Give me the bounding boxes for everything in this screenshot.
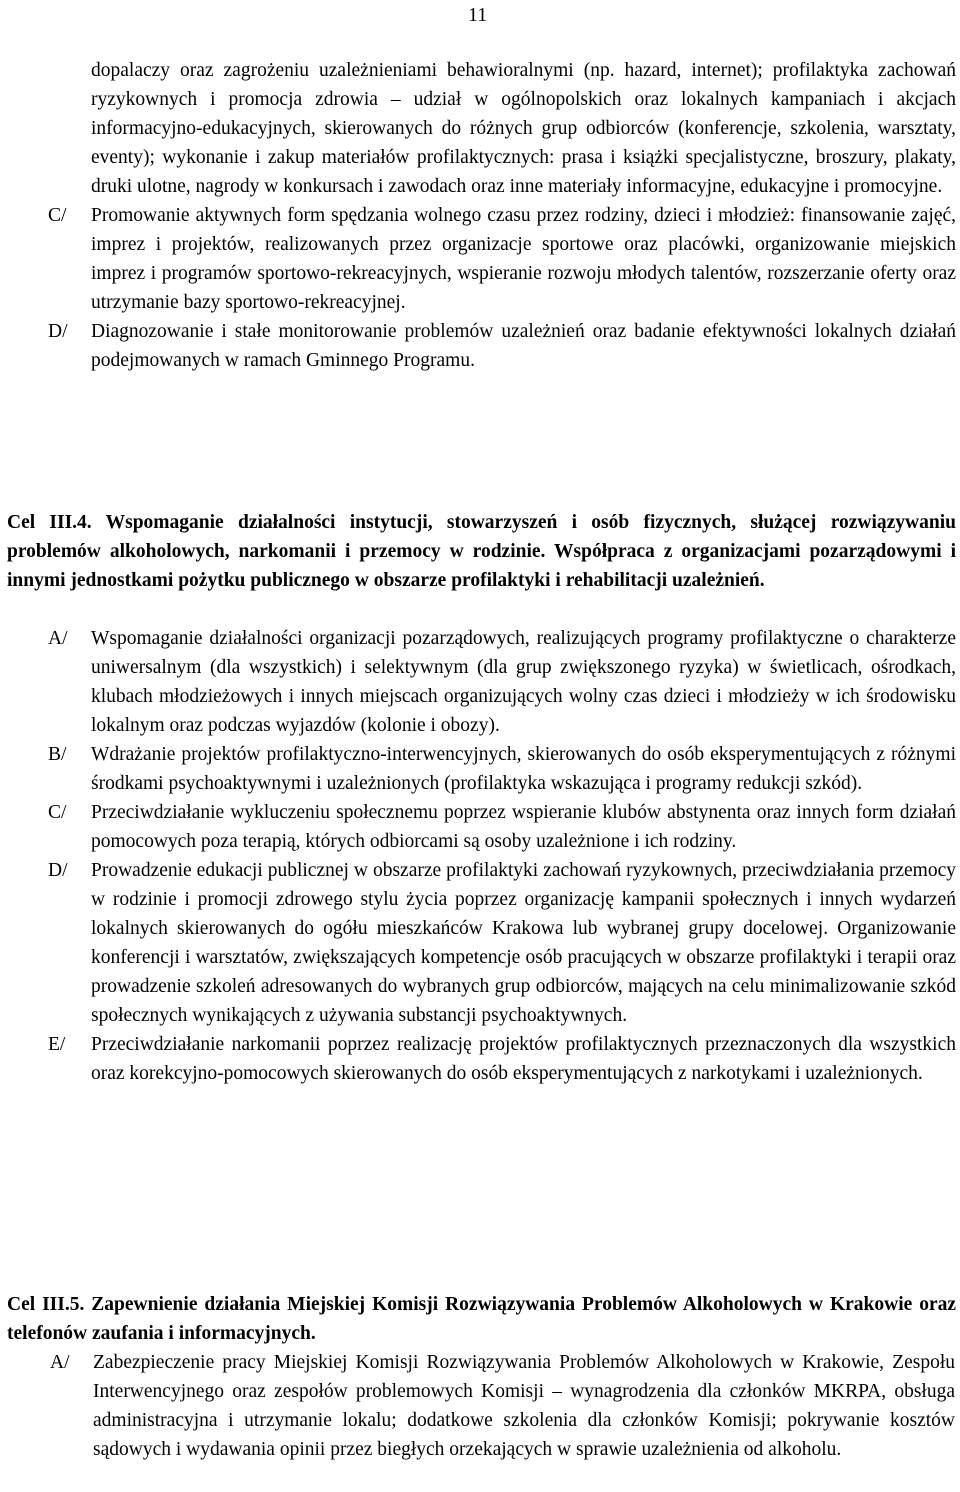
goal-3-4-items [0,624,960,1088]
item-label: E/ [48,1034,66,1055]
item-text: Diagnozowanie i stałe monitorowanie problemów uzależnień oraz badanie efektywności lokalnych działań podejmowanych w ramach Gminnego Programu. [91,321,956,371]
list-item [0,201,960,317]
item-label: B/ [48,744,67,765]
item-text: Przeciwdziałanie wykluczeniu społecznemu poprzez wspieranie klubów abstynenta oraz innych form działań pomocowych poza terapią, których odbiorcami są osoby uzależnione i ich rodziny. [91,802,956,852]
goal-3-5-heading [7,1290,956,1348]
intro-paragraph: dopalaczy oraz zagrożeniu uzależnieniami behawioralnymi (np. hazard, internet); profilaktyka zachowań ryzykownych i promocja zdrowia – udział w ogólnopolskich oraz lokalnych kampaniach i akcjach informacyjno-edukacyjnych, skierowanych do różnych grup odbiorców (konferencje, szkolenia, warsztaty, eventy); wykonanie i zakup materiałów profilaktycznych: prasa i książki specjalistyczne, broszury, plakaty, druki ulotne, nagrody w konkursach i zawodach oraz inne materiały informacyjne, edukacyjne i promocyjne. [91,60,956,197]
goal-3-5-title: Zapewnienie działania Miejskiej Komisji Rozwiązywania Problemów Alkoholowych w Krakowie oraz telefonów zaufania i informacyjnych. [7,1294,957,1344]
list-item [0,624,960,740]
list-item [0,1030,960,1088]
list-item [0,740,960,798]
goal-3-5-prefix: Cel III.5. [7,1294,85,1315]
item-label: A/ [50,1352,70,1373]
list-item [0,317,960,375]
item-text: Zabezpieczenie pracy Miejskiej Komisji Rozwiązywania Problemów Alkoholowych w Krakowie, Zespołu Interwencyjnego oraz zespołów problemowych Komisji – wynagrodzenia dla członków MKRPA, obsługa administracyjna i utrzymanie lokalu; dodatkowe szkolenia dla członków Komisji; pokrywanie kosztów sądowych i wydawania opinii przez biegłych orzekających w sprawie uzależnienia od alkoholu. [93,1352,955,1460]
goal-3-4-prefix: Cel III.4. [7,512,92,533]
page-number: 11 [468,4,488,26]
item-text: Przeciwdziałanie narkomanii poprzez realizację projektów profilaktycznych przeznaczonych dla wszystkich oraz korekcyjno-pomocowych skierowanych do osób eksperymentujących z narkotykami i uzależnionych. [91,1034,956,1084]
item-label: D/ [48,860,68,881]
item-label: C/ [48,802,67,823]
item-text: Wspomaganie działalności organizacji pozarządowych, realizujących programy profilaktyczne o charakterze uniwersalnym (dla wszystkich) i selektywnym (dla grup zwiększonego ryzyka) w świetlicach, ośrodkach, klubach młodzieżowych i innych miejscach organizujących wolny czas dzieci i młodzieży w ich środowisku lokalnym oraz podczas wyjazdów (kolonie i obozy). [91,628,956,736]
item-label: D/ [48,321,68,342]
list-item [0,1348,960,1464]
intro-block [0,56,960,375]
goal-3-5-items [0,1348,960,1464]
goal-3-4-title: Wspomaganie działalności instytucji, stowarzyszeń i osób fizycznych, służącej rozwiązywaniu problemów alkoholowych, narkomanii i przemocy w rodzinie. Współpraca z organizacjami pozarządowymi i innymi jednostkami pożytku publicznego w obszarze profilaktyki i rehabilitacji uzależnień. [7,512,956,591]
item-text: Promowanie aktywnych form spędzania wolnego czasu przez rodziny, dzieci i młodzież: finansowanie zajęć, imprez i projektów, realizowanych przez organizacje sportowe oraz placówki, organizowanie miejskich imprez i programów sportowo-rekreacyjnych, wspieranie rozwoju młodych talentów, rozszerzanie oferty oraz utrzymanie bazy sportowo-rekreacyjnej. [91,205,956,313]
goal-3-4-heading [7,508,956,595]
item-text: Wdrażanie projektów profilaktyczno-interwencyjnych, skierowanych do osób eksperymentujących z różnymi środkami psychoaktywnymi i uzależnionych (profilaktyka wskazująca i programy redukcji szkód). [91,744,956,794]
item-label: C/ [48,205,67,226]
item-text: Prowadzenie edukacji publicznej w obszarze profilaktyki zachowań ryzykownych, przeciwdziałania przemocy w rodzinie i promocji zdrowego stylu życia poprzez organizację kampanii społecznych i innych wydarzeń lokalnych skierowanych do ogółu mieszkańców Krakowa lub wybranej grupy docelowej. Organizowanie konferencji i warsztatów, zwiększających kompetencje osób pracujących w obszarze profilaktyki i terapii oraz prowadzenie szkoleń adresowanych do wybranych grup odbiorców, mających na celu minimalizowanie szkód społecznych wynikających z używania substancji psychoaktywnych. [91,860,956,1026]
item-label: A/ [48,628,68,649]
list-item [0,798,960,856]
list-item [0,856,960,1030]
